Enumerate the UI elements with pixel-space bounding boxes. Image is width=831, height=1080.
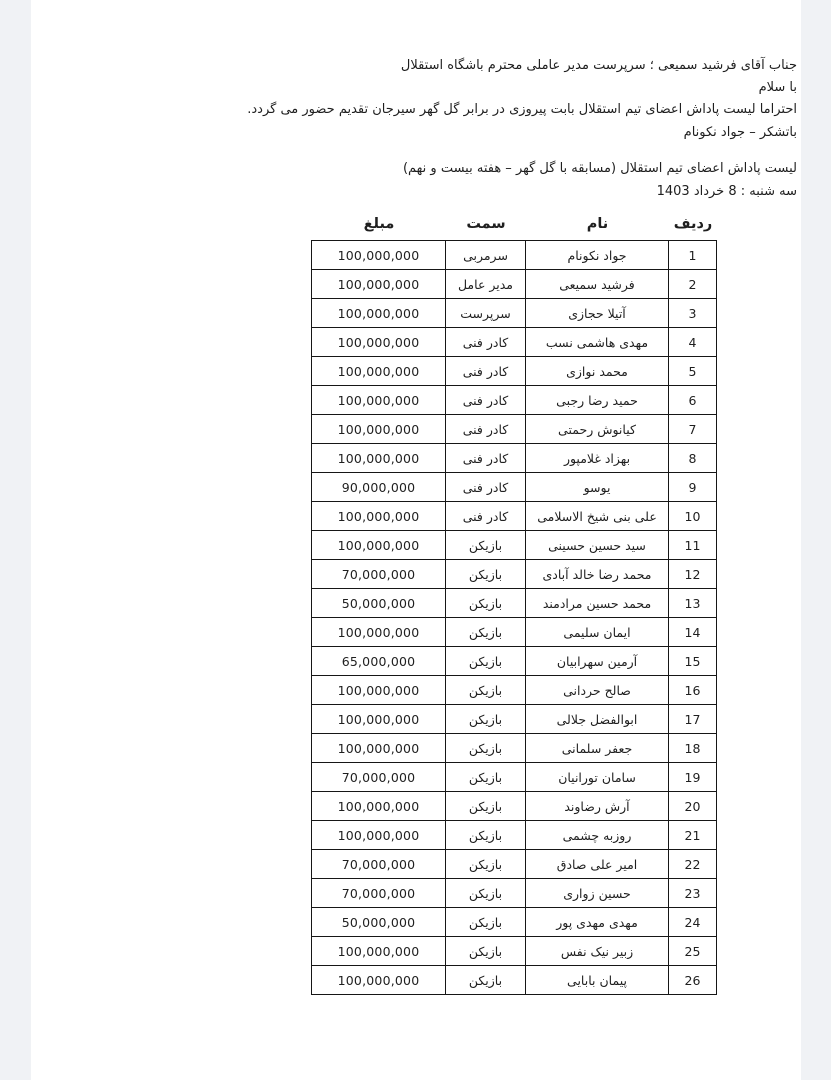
row-number-cell: 20 [669, 792, 717, 821]
role-cell: بازیکن [446, 763, 526, 792]
role-cell: بازیکن [446, 705, 526, 734]
name-cell: زبیر نیک نفس [526, 937, 669, 966]
role-cell: بازیکن [446, 966, 526, 995]
row-number-cell: 2 [669, 270, 717, 299]
role-cell: کادر فنی [446, 357, 526, 386]
amount-cell: 100,000,000 [312, 328, 446, 357]
name-cell: یوسو [526, 473, 669, 502]
name-cell: آرش رضاوند [526, 792, 669, 821]
role-cell: کادر فنی [446, 473, 526, 502]
row-number-cell: 15 [669, 647, 717, 676]
table-row [312, 357, 717, 386]
amount-cell: 100,000,000 [312, 299, 446, 328]
row-number-cell: 19 [669, 763, 717, 792]
role-cell: کادر فنی [446, 502, 526, 531]
role-cell: کادر فنی [446, 444, 526, 473]
name-cell: فرشید سمیعی [526, 270, 669, 299]
table-row [312, 763, 717, 792]
amount-cell: 100,000,000 [312, 444, 446, 473]
table-row [312, 270, 717, 299]
name-cell: علی بنی شیخ الاسلامی [526, 502, 669, 531]
amount-cell: 100,000,000 [312, 705, 446, 734]
amount-cell: 100,000,000 [312, 386, 446, 415]
role-cell: کادر فنی [446, 386, 526, 415]
table-row [312, 473, 717, 502]
role-cell: سرمربی [446, 241, 526, 270]
row-number-cell: 18 [669, 734, 717, 763]
name-cell: پیمان بابایی [526, 966, 669, 995]
table-row [312, 444, 717, 473]
table-row [312, 386, 717, 415]
name-cell: مهدی هاشمی نسب [526, 328, 669, 357]
list-title: لیست پاداش اعضای تیم استقلال (مسابقه با گل گهر – هفته بیست و نهم) [402, 161, 797, 176]
name-cell: سامان تورانیان [526, 763, 669, 792]
list-title-block [403, 157, 797, 203]
role-cell: بازیکن [446, 821, 526, 850]
row-number-cell: 1 [669, 241, 717, 270]
name-cell: محمد رضا خالد آبادی [526, 560, 669, 589]
row-number-cell: 14 [669, 618, 717, 647]
role-cell: سرپرست [446, 299, 526, 328]
row-number-cell: 13 [669, 589, 717, 618]
name-cell: سید حسین حسینی [526, 531, 669, 560]
role-cell: بازیکن [446, 937, 526, 966]
list-date: سه شنبه : 8 خرداد 1403 [656, 184, 797, 199]
table-row [312, 821, 717, 850]
amount-cell: 100,000,000 [312, 734, 446, 763]
table-row [312, 560, 717, 589]
role-cell: بازیکن [446, 647, 526, 676]
rewards-table-body [312, 241, 717, 995]
amount-cell: 90,000,000 [312, 473, 446, 502]
table-row [312, 328, 717, 357]
letter-body: احتراما لیست پاداش اعضای تیم استقلال بابت پیروزی در برابر گل گهر سیرجان تقدیم حضور می گردد. [247, 102, 797, 118]
letter-salutation: با سلام [758, 80, 797, 96]
amount-cell: 100,000,000 [312, 792, 446, 821]
role-cell: بازیکن [446, 560, 526, 589]
role-cell: کادر فنی [446, 328, 526, 357]
name-cell: ابوالفضل جلالی [526, 705, 669, 734]
role-cell: بازیکن [446, 618, 526, 647]
amount-cell: 70,000,000 [312, 879, 446, 908]
name-cell: امیر علی صادق [526, 850, 669, 879]
amount-cell: 50,000,000 [312, 908, 446, 937]
row-number-cell: 9 [669, 473, 717, 502]
row-number-cell: 17 [669, 705, 717, 734]
name-cell: بهزاد غلامپور [526, 444, 669, 473]
name-cell: محمد حسین مرادمند [526, 589, 669, 618]
table-row [312, 705, 717, 734]
row-number-cell: 16 [669, 676, 717, 705]
table-row [312, 589, 717, 618]
row-number-cell: 6 [669, 386, 717, 415]
role-cell: بازیکن [446, 908, 526, 937]
amount-cell: 100,000,000 [312, 531, 446, 560]
amount-cell: 70,000,000 [312, 763, 446, 792]
amount-cell: 100,000,000 [312, 937, 446, 966]
name-cell: محمد نوازی [526, 357, 669, 386]
row-number-cell: 23 [669, 879, 717, 908]
role-cell: بازیکن [446, 879, 526, 908]
table-row [312, 850, 717, 879]
header-role: سمت [466, 216, 506, 232]
amount-cell: 70,000,000 [312, 560, 446, 589]
row-number-cell: 4 [669, 328, 717, 357]
row-number-cell: 3 [669, 299, 717, 328]
rewards-table [311, 240, 717, 995]
table-row [312, 879, 717, 908]
row-number-cell: 7 [669, 415, 717, 444]
row-number-cell: 22 [669, 850, 717, 879]
role-cell: بازیکن [446, 531, 526, 560]
name-cell: ایمان سلیمی [526, 618, 669, 647]
amount-cell: 100,000,000 [312, 357, 446, 386]
role-cell: مدیر عامل [446, 270, 526, 299]
amount-cell: 50,000,000 [312, 589, 446, 618]
amount-cell: 100,000,000 [312, 241, 446, 270]
name-cell: حسین زواری [526, 879, 669, 908]
table-row [312, 937, 717, 966]
name-cell: جواد نکونام [526, 241, 669, 270]
row-number-cell: 26 [669, 966, 717, 995]
right-edge-margin [801, 0, 831, 1080]
letter-addressee: جناب آقای فرشید سمیعی ؛ سرپرست مدیر عاملی محترم باشگاه استقلال [400, 58, 797, 73]
header-name: نام [586, 216, 609, 232]
table-row [312, 502, 717, 531]
amount-cell: 100,000,000 [312, 502, 446, 531]
amount-cell: 70,000,000 [312, 850, 446, 879]
role-cell: بازیکن [446, 734, 526, 763]
name-cell: مهدی مهدی پور [526, 908, 669, 937]
row-number-cell: 5 [669, 357, 717, 386]
amount-cell: 100,000,000 [312, 415, 446, 444]
letter-header [247, 55, 797, 144]
row-number-cell: 11 [669, 531, 717, 560]
header-row-number: ردیف [673, 216, 713, 232]
row-number-cell: 8 [669, 444, 717, 473]
amount-cell: 100,000,000 [312, 676, 446, 705]
header-amount: مبلغ [363, 216, 395, 232]
name-cell: آرمین سهرابیان [526, 647, 669, 676]
table-row [312, 676, 717, 705]
role-cell: بازیکن [446, 850, 526, 879]
table-row [312, 647, 717, 676]
rewards-table-headers [312, 216, 717, 240]
table-row [312, 299, 717, 328]
amount-cell: 100,000,000 [312, 270, 446, 299]
table-row [312, 415, 717, 444]
amount-cell: 100,000,000 [312, 821, 446, 850]
name-cell: جعفر سلمانی [526, 734, 669, 763]
letter-signoff: باتشکر – جواد نکونام [683, 124, 797, 140]
table-row [312, 908, 717, 937]
name-cell: روزبه چشمی [526, 821, 669, 850]
name-cell: صالح حردانی [526, 676, 669, 705]
row-number-cell: 25 [669, 937, 717, 966]
role-cell: بازیکن [446, 589, 526, 618]
table-row [312, 618, 717, 647]
row-number-cell: 21 [669, 821, 717, 850]
table-row [312, 792, 717, 821]
rewards-table-area [312, 216, 717, 995]
table-row [312, 966, 717, 995]
table-row [312, 734, 717, 763]
row-number-cell: 10 [669, 502, 717, 531]
role-cell: بازیکن [446, 676, 526, 705]
amount-cell: 100,000,000 [312, 618, 446, 647]
name-cell: آتیلا حجازی [526, 299, 669, 328]
role-cell: کادر فنی [446, 415, 526, 444]
row-number-cell: 24 [669, 908, 717, 937]
left-edge-margin [0, 0, 31, 1080]
table-row [312, 241, 717, 270]
row-number-cell: 12 [669, 560, 717, 589]
table-row [312, 531, 717, 560]
amount-cell: 65,000,000 [312, 647, 446, 676]
amount-cell: 100,000,000 [312, 966, 446, 995]
role-cell: بازیکن [446, 792, 526, 821]
name-cell: حمید رضا رجبی [526, 386, 669, 415]
name-cell: کیانوش رحمتی [526, 415, 669, 444]
